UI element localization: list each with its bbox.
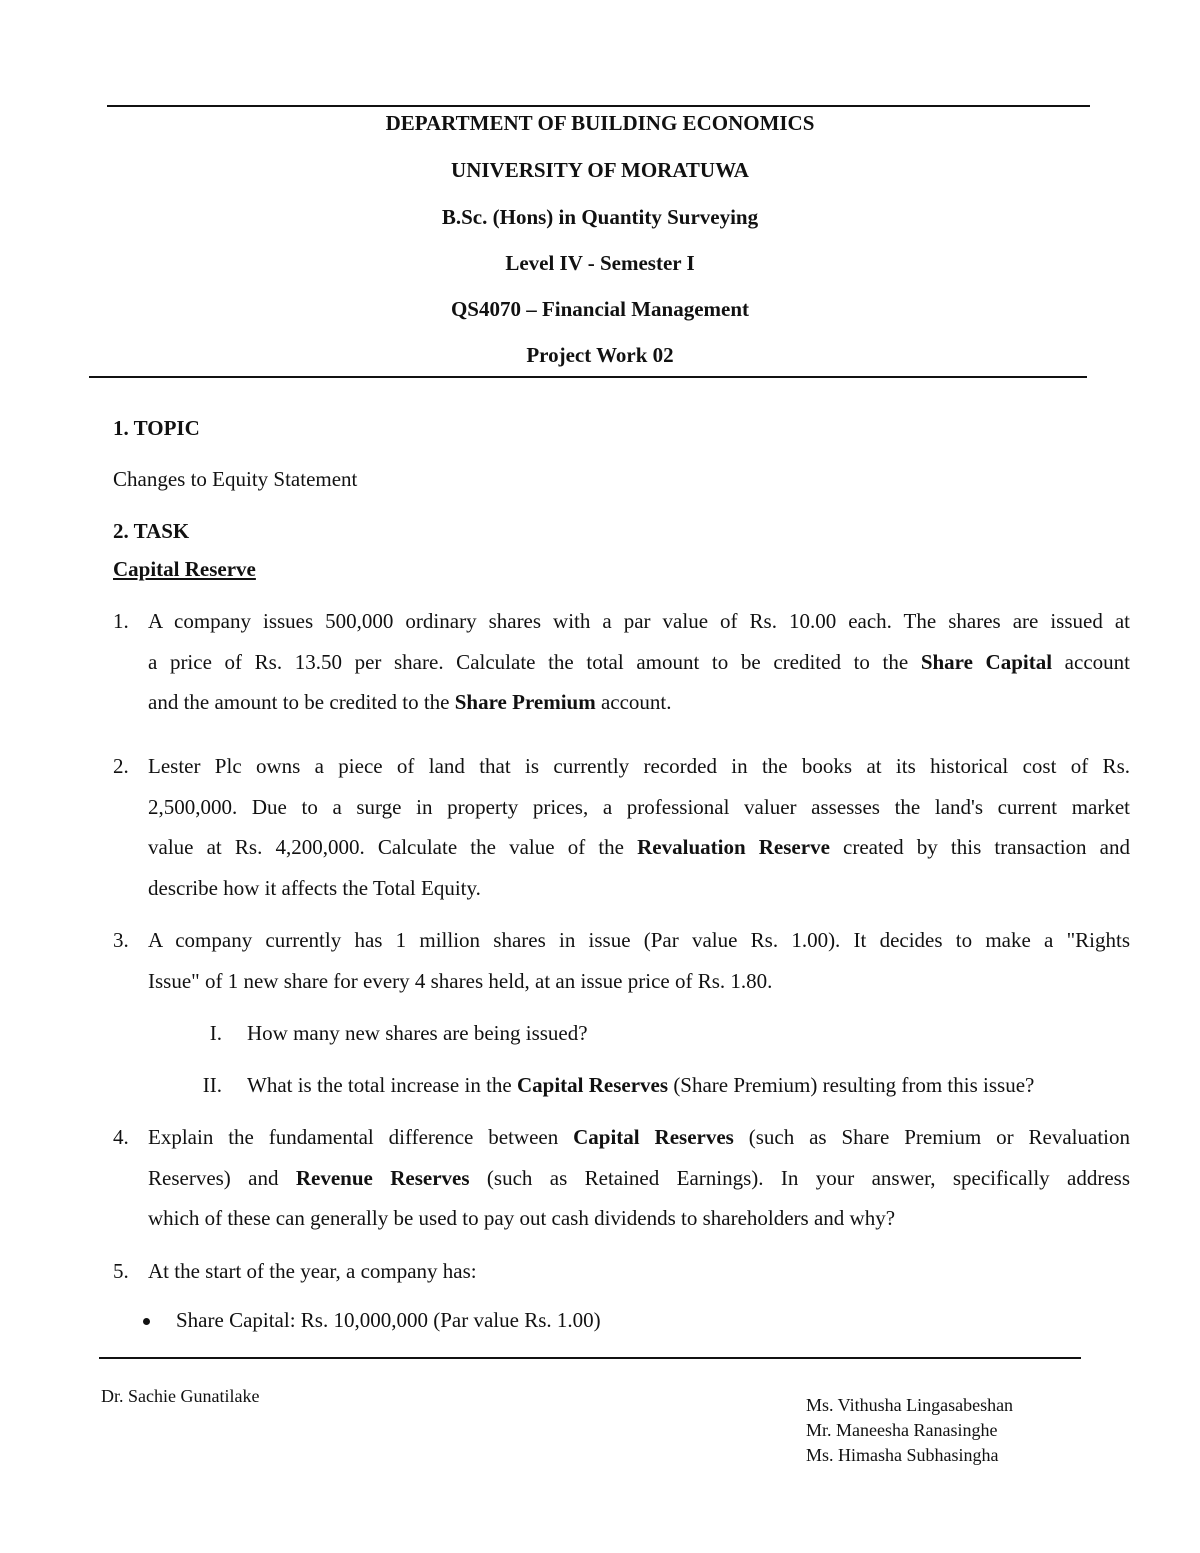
capital-reserves-term: Capital Reserves <box>573 1125 734 1149</box>
revenue-reserves-term: Revenue Reserves <box>295 1165 470 1190</box>
question-line: which of these can generally be used to pay out cash dividends to shareholders and why? <box>148 1206 896 1230</box>
footer-author: Ms. Vithusha Lingasabeshan <box>806 1395 1014 1415</box>
footer-right-authors <box>806 1393 1013 1468</box>
question-line: A company currently has 1 million shares in issue (Par value Rs. 1.00). It decides to make a "Rights <box>148 928 1130 952</box>
question-line: Explain the fundamental difference between Capital Reserves (such as Share Premium or Revaluation <box>148 1125 1130 1149</box>
question-line: A company issues 500,000 ordinary shares with a par value of Rs. 10.00 each. The shares are issued at <box>148 609 1130 633</box>
question-line: describe how it affects the Total Equity. <box>148 875 481 900</box>
capital-reserves-term: Capital Reserves <box>517 1073 669 1097</box>
question-3-subpart-2: II. What is the total increase in the Capital Reserves (Share Premium) resulting from this issue? <box>247 1065 1034 1105</box>
question-2 <box>113 746 1130 908</box>
footer-rule <box>99 1357 1081 1359</box>
question-line: and the amount to be credited to the Share Premium account. <box>148 690 672 714</box>
project-title: Project Work 02 <box>526 343 674 367</box>
footer-left-author: Dr. Sachie Gunatilake <box>101 1386 260 1406</box>
roman-numeral: I. <box>209 1021 222 1045</box>
footer-author: Mr. Maneesha Ranasinghe <box>806 1420 998 1440</box>
question-line: Issue" of 1 new share for every 4 shares held, at an issue price of Rs. 1.80. <box>148 968 773 993</box>
question-3-subpart-1: I. How many new shares are being issued? <box>247 1013 588 1053</box>
share-premium-term: Share Premium <box>454 690 596 714</box>
revaluation-reserve-term: Revaluation Reserve <box>637 835 830 859</box>
university-title: UNIVERSITY OF MORATUWA <box>451 158 749 182</box>
top-rule <box>107 105 1090 107</box>
question-number: 4. <box>113 1125 129 1149</box>
department-title: DEPARTMENT OF BUILDING ECONOMICS <box>385 111 815 135</box>
question-line: value at Rs. 4,200,000. Calculate the value of the Revaluation Reserve created by this transaction and <box>148 835 1130 859</box>
question-3 <box>113 920 1130 1001</box>
footer-author: Ms. Himasha Subhasingha <box>806 1445 999 1465</box>
module-title: QS4070 – Financial Management <box>450 297 750 321</box>
question-line: At the start of the year, a company has: <box>148 1259 477 1283</box>
question-5 <box>113 1251 1130 1292</box>
question-line: 2,500,000. Due to a surge in property prices, a professional valuer assesses the land's current market <box>148 794 1130 819</box>
degree-title: B.Sc. (Hons) in Quantity Surveying <box>441 205 759 229</box>
share-capital-term: Share Capital <box>920 649 1053 674</box>
task-heading: 2. TASK <box>113 519 190 543</box>
question-line: a price of Rs. 13.50 per share. Calculate the total amount to be credited to the Share Capital account <box>148 649 1130 674</box>
question-4 <box>113 1117 1131 1239</box>
question-line: Lester Plc owns a piece of land that is currently recorded in the books at its historical cost of Rs. <box>148 754 1130 778</box>
question-number: 2. <box>113 754 129 778</box>
topic-text: Changes to Equity Statement <box>113 467 358 491</box>
bullet-icon <box>143 1318 150 1325</box>
question-number: 1. <box>113 609 129 633</box>
question-number: 3. <box>113 928 129 952</box>
question-number: 5. <box>113 1259 129 1283</box>
bullet-text: Share Capital: Rs. 10,000,000 (Par value Rs. 1.00) <box>176 1308 601 1332</box>
task-subheading: Capital Reserve <box>113 557 256 581</box>
topic-heading: 1. TOPIC <box>113 416 200 440</box>
roman-numeral: II. <box>202 1073 222 1097</box>
header-bottom-rule <box>89 376 1087 378</box>
question-1 <box>113 601 1130 723</box>
level-title: Level IV - Semester I <box>505 251 695 275</box>
question-line: Reserves) and Revenue Reserves (such as Retained Earnings). In your answer, specifically address <box>148 1165 1131 1190</box>
